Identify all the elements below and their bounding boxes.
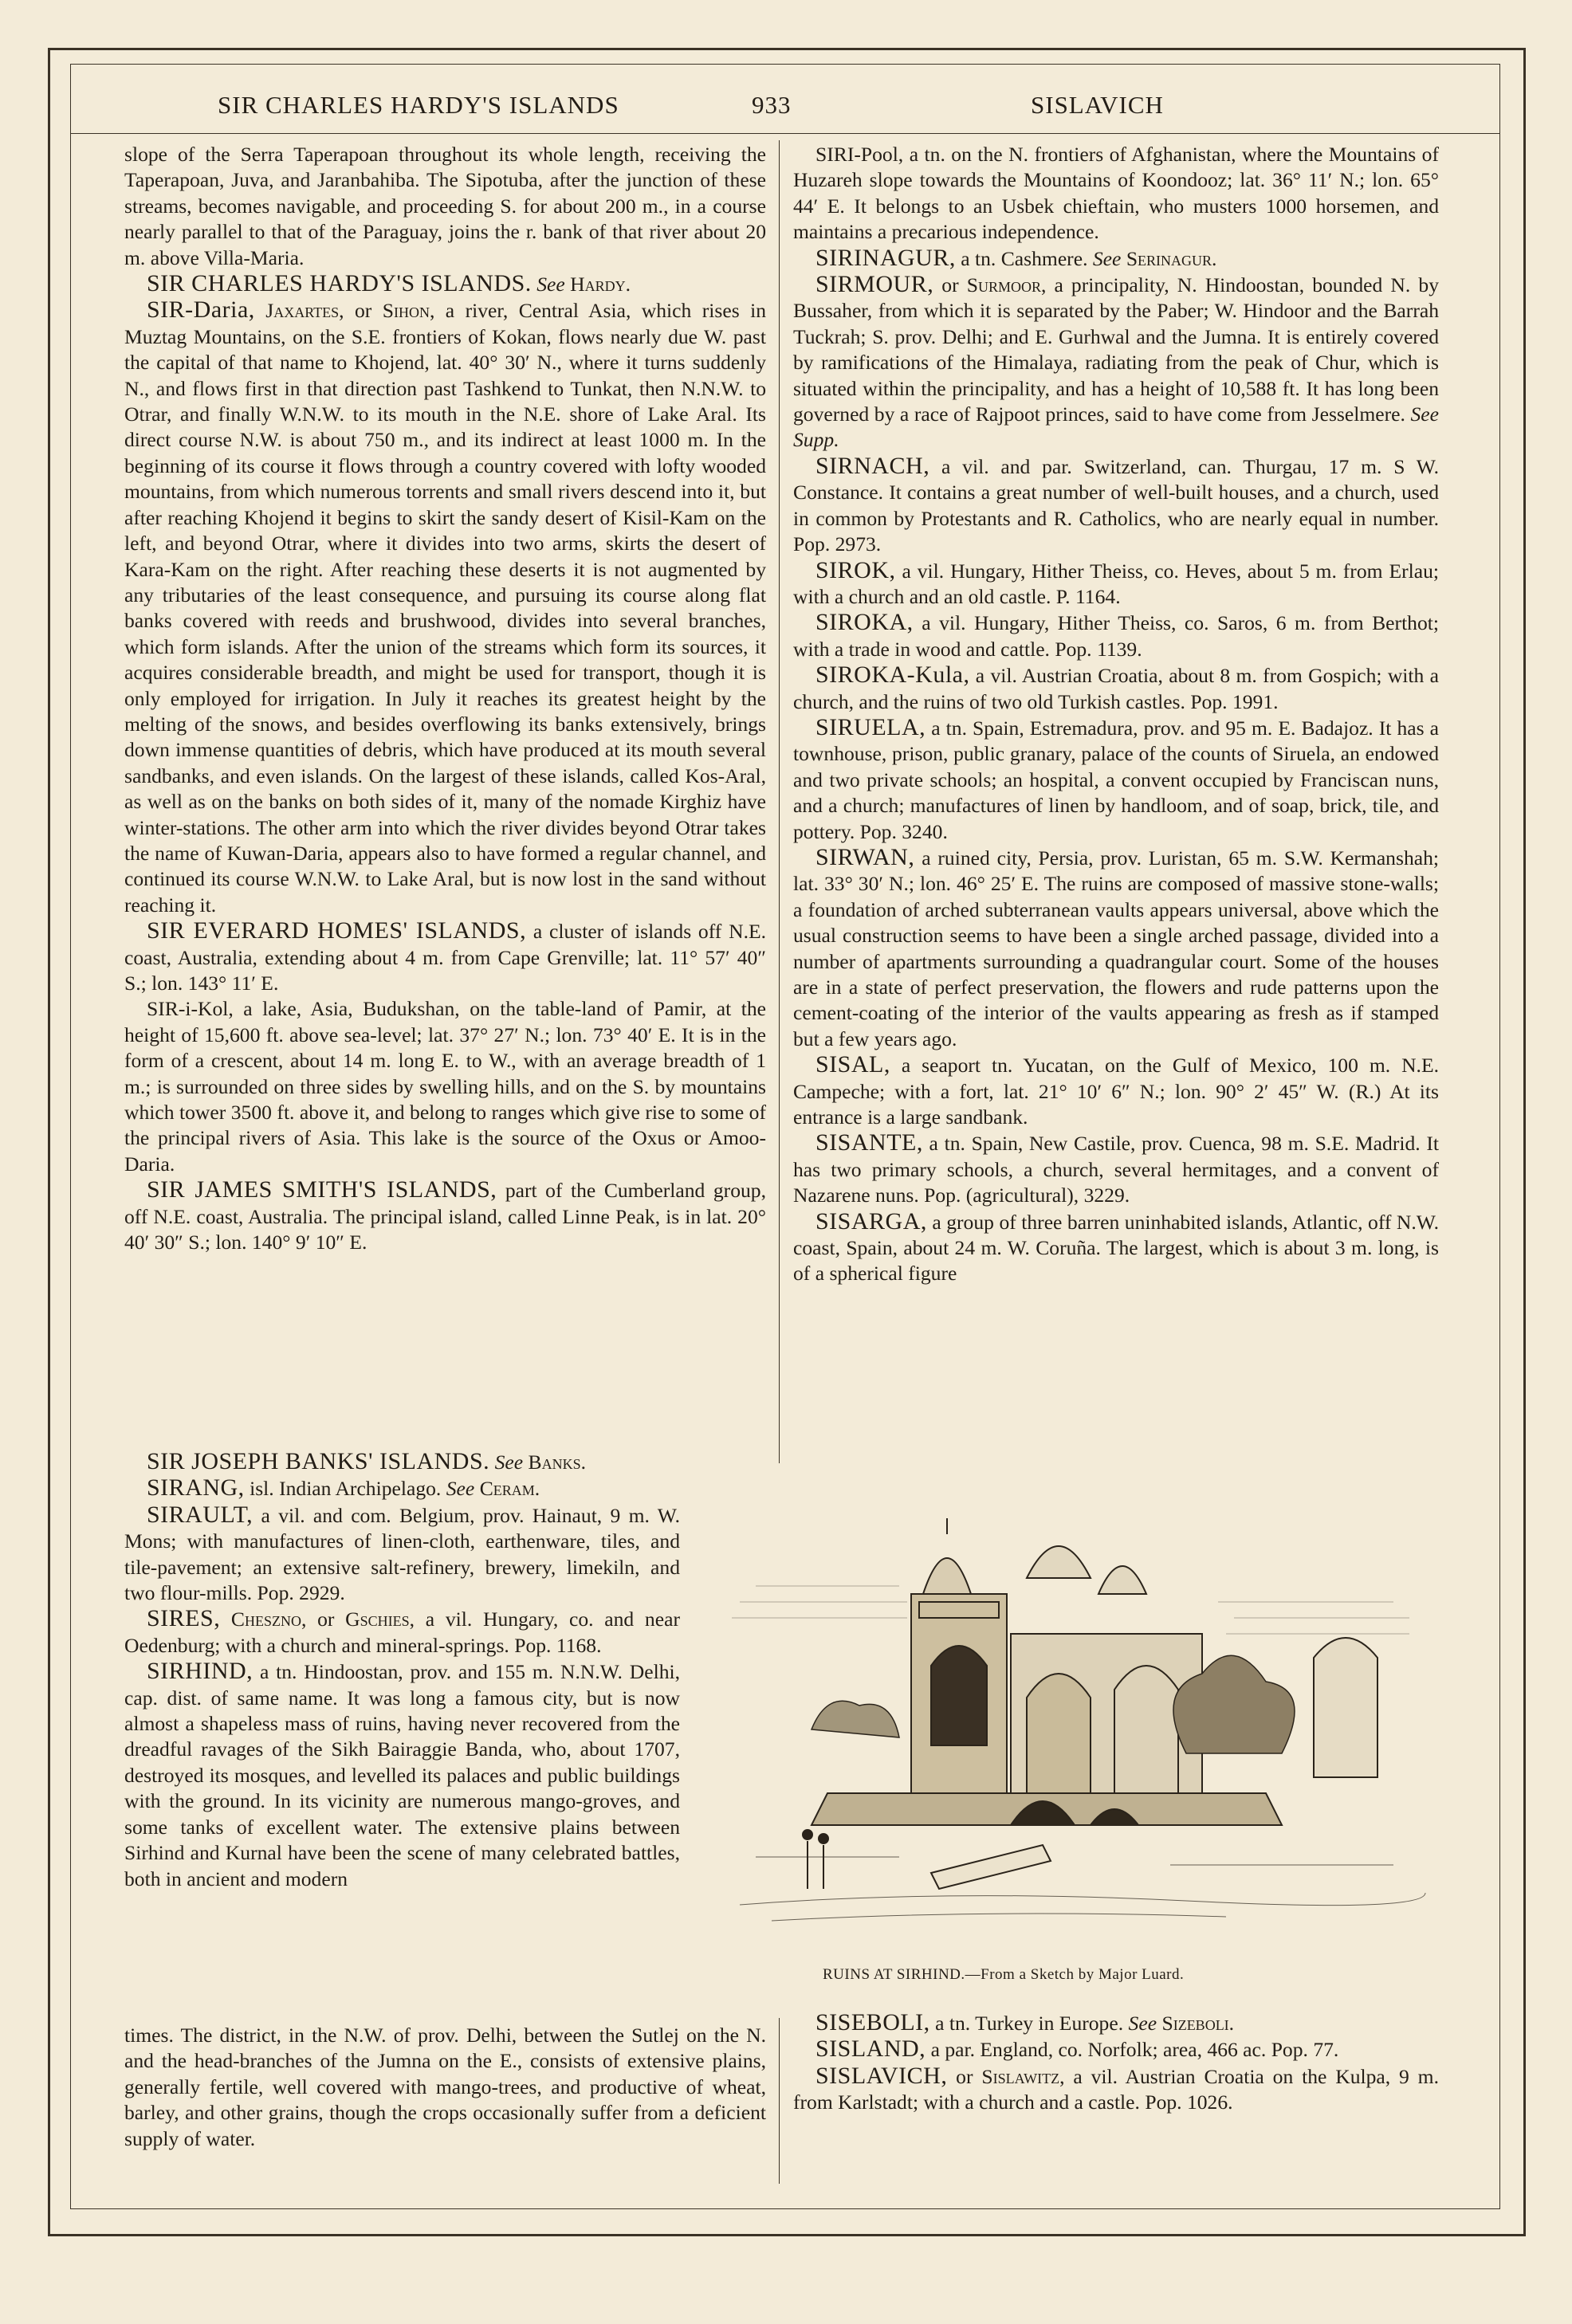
headword: SISARGA, — [815, 1207, 927, 1235]
entry-body: a tn. Turkey in Europe. — [935, 2012, 1124, 2035]
running-header — [70, 86, 1500, 126]
entry-sisland — [793, 2036, 1439, 2063]
headword: SISANTE, — [815, 1129, 923, 1156]
entry-body: a vil. and par. Switzerland, can. Thurgau, 17 m. S W. Constance. It contains a great number of well-built houses, and a church, used in common by Protestants and R. Catholics, who are nearly equal in number. Pop. 2973. — [793, 454, 1439, 556]
header-rule — [70, 133, 1500, 134]
headword: SIROK, — [815, 556, 896, 583]
entry-sir-joseph-banks-islands — [124, 1449, 680, 1475]
entry-sislavich — [793, 2063, 1439, 2116]
entry-sires — [124, 1606, 680, 1659]
text: or — [354, 299, 372, 323]
entry-siri-pool — [793, 142, 1439, 245]
text: or — [317, 1608, 335, 1631]
entry-sir-i-kol — [124, 996, 766, 1177]
entry-body: a principality, N. Hindoostan, bounded N. by Bussaher, from which it is separated by the Paber; W. Hindoor and the Barrah Tuckrah; S. prov. Delhi; and E. Gurhwal and the Jumna. It is entirely covered by ramifications of the Himalaya, radiating from the peak of Chur, which is situated within the principality, and has a height of 10,588 ft. It has long been governed by a race of Rajpoot princes, said to have come from Jesselmere. — [793, 273, 1439, 426]
entry-body: a vil. Hungary, co. and near Oedenburg; with a church and mineral-springs. Pop. 1168. — [124, 1608, 680, 1657]
alt-name: Sihon, — [382, 299, 435, 323]
entry-sirault — [124, 1502, 680, 1607]
entry-sirhind-continued: times. The district, in the N.W. of prov. Delhi, between the Sutlej on the N. and the head-branches of the Jumna on the E., consists of extensive plains, generally fertile, well covered with mango-trees, and productive of wheat, barley, and other grains, though the crops occasionally suffer from a deficient supply of water. — [124, 2024, 766, 2150]
headword: SIR JAMES SMITH'S ISLANDS, — [147, 1176, 497, 1203]
see-label: See — [1128, 2012, 1157, 2035]
headword: SIROKA, — [815, 609, 914, 636]
page-number: 933 — [752, 91, 792, 119]
entry-body: a lake, Asia, Budukshan, on the table-land of Pamir, at the height of 15,600 ft. above sea-level; lat. 37° 27′ N.; lon. 73° 40′ E. It is in the form of a crescent, about 14 m. long E. to W., with an average breadth of 1 m.; is surrounded on three sides by swelling hills, and on the S. by mountains which tower 3500 ft. above it, and belong to ranges which give rise to some of the principal rivers of Asia. This lake is the source of the Oxus or Amoo-Daria. — [124, 997, 766, 1176]
entry-siroka-kula — [793, 662, 1439, 715]
alt-name: Jaxartes, — [265, 299, 344, 323]
illustration-caption: RUINS AT SIRHIND.—From a Sketch by Major Luard. — [823, 1966, 1185, 1983]
headword: SIRHIND, — [147, 1658, 253, 1685]
entry-sir-james-smiths-islands — [124, 1177, 766, 1255]
headword: SIRINAGUR, — [815, 244, 956, 271]
headword: SIR JOSEPH BANKS' ISLANDS. — [147, 1448, 490, 1474]
entry-body: a ruined city, Persia, prov. Luristan, 65 m. S.W. Kermanshah; lat. 33° 30′ N.; lon. 46° 25′ E. The ruins are composed of massive stone-walls; a foundation of arched subterranean vaults appears universal, above which the usual construction seems to have been a single arched passage, divided into a number of apartments surrounding a quadrangular court. Some of the houses are in a state of perfect preservation, the flowers and rude patterns upon the cement-coating of the interior of the vaults appearing as fresh as if stamped but a few years ago. — [793, 846, 1440, 1050]
entry-sisarga — [793, 1209, 1439, 1287]
alt-name: Sislawitz, — [981, 2064, 1065, 2088]
entry-body: a tn. Hindoostan, prov. and 155 m. N.N.W. Delhi, cap. dist. of same name. It was long a famous city, but is now almost a shapeless mass of ruins, having never recovered from the dreadful ravages of the Sikh Bairaggie Banda, who, about 1707, destroyed its mosques, and levelled its palaces and public buildings with the ground. In its vicinity are numerous mango-groves, and some tanks of excellent water. The extensive plains between Sirhind and Kurnal have been the scene of many celebrated battles, both in ancient and modern — [124, 1660, 680, 1890]
right-column — [793, 142, 1439, 1287]
right-column-bottom — [793, 2010, 1439, 2116]
entry-body: a vil. Austrian Croatia, about 8 m. from Gospich; with a church, and the ruins of two old Turkish castles. Pop. 1991. — [793, 664, 1439, 713]
entry-sirwan — [793, 845, 1439, 1052]
alt-name: Cheszno, — [230, 1608, 307, 1631]
entry-sir-daria — [124, 297, 766, 918]
headword: SISLAVICH, — [815, 2062, 948, 2089]
entry-body: a vil. and com. Belgium, prov. Hainaut, 9 m. W. Mons; with manufactures of linen-cloth, earthenware, tiles, and tile-pavement; an extensive salt-refinery, brewery, limekiln, and two flour-mills. Pop. 2929. — [124, 1503, 680, 1605]
left-column-narrow — [124, 1449, 680, 1892]
entry-sirinagur — [793, 245, 1439, 272]
entry-body: a vil. Hungary, Hither Theiss, co. Heves, about 5 m. from Erlau; with a church and an old castle. P. 1164. — [793, 559, 1439, 608]
headword: SIR-i-Kol, — [147, 997, 234, 1021]
column-divider — [779, 140, 780, 1463]
entry-body: a tn. Spain, New Castile, prov. Cuenca, 98 m. S.E. Madrid. It has two primary schools, a church, several hermitages, and a convent of Nazarene nuns. Pop. (agricultural), 3229. — [793, 1132, 1439, 1207]
note-marker: (R.) — [1348, 1079, 1381, 1103]
entry-sirok — [793, 558, 1439, 610]
text: or — [941, 273, 959, 297]
see-label: See — [494, 1451, 524, 1474]
entry-body: a group of three barren uninhabited islands, Atlantic, off N.W. coast, Spain, about 24 m. W. Coruña. The largest, which is about 3 m. long, is of a spherical figure — [793, 1210, 1439, 1286]
entry-body: a river, Central Asia, which rises in Muztag Mountains, on the S.E. frontiers of Kokan, flows nearly due W. past the capital of that name to Khojend, lat. 40° 30′ N., where it turns suddenly N., and flows first in that direction past Tashkend to Tunkat, then N.N.W. to Otrar, and finally W.N.W. to its mouth in the N.E. shore of Lake Aral. Its direct course N.W. is about 750 m., and its indirect at least 1000 m. In the beginning of its course it flows through a country covered with lofty wooded mountains, from which numerous torrents and small rivers descend into it, but after reaching Khojend it begins to skirt the sandy desert of Kisil-Kam on the left, and beyond Otrar, where it divides into two arms, skirts the desert of Kara-Kam on the right. After reaching these deserts it is not augmented by any tributaries of the least consequence, and pursuing its course along flat banks covered with reeds and brushwood, divides into several branches, which form islands. After the union of the streams which form its sources, it acquires considerable breadth, and might be used for transport, though it is only employed for irrigation. In July it reaches its greatest height by the melting of the snows, and besides overflowing its banks extensively, brings down immense quantities of debris, which have produced at its mouth several sandbanks, and even islands. On the largest of these islands, called Kos-Aral, as well as on the banks on both sides of it, many of the nomade Kirghiz have winter-stations. The other arm into which the river divides beyond Otrar takes the name of Kuwan-Daria, appears also to have formed a regular channel, and continued its course W.N.W. to Lake Aral, but is now lost in the sand without reaching it. — [124, 299, 767, 917]
entry-sirnach — [793, 453, 1439, 558]
headword: SIRUELA, — [815, 713, 926, 740]
headword: SIRAULT, — [147, 1501, 253, 1528]
see-label: See — [446, 1477, 475, 1501]
header-left-title: SIR CHARLES HARDY'S ISLANDS — [218, 91, 619, 119]
see-label: See — [536, 273, 565, 296]
entry-sirmour — [793, 272, 1439, 453]
entry-siroka — [793, 610, 1439, 662]
headword: SISAL, — [815, 1051, 890, 1078]
alt-name: Gschies, — [345, 1608, 415, 1631]
entry-body: part of the Cumberland group, off N.E. coast, Australia. The principal island, called Linne Peak, is in lat. 20° 40′ 30″ S.; lon. 140° 9′ 10″ E. — [124, 1179, 766, 1254]
left-column — [124, 142, 766, 1255]
entry-sir-everard-homes-islands — [124, 918, 766, 996]
entry-body: a tn. Cashmere. — [961, 246, 1088, 270]
headword: SIROKA-Kula, — [815, 661, 970, 689]
cross-reference: Banks. — [528, 1451, 586, 1474]
headword: SISEBOLI, — [815, 2009, 930, 2035]
headword: SIRES, — [147, 1605, 221, 1632]
entry-sirang — [124, 1475, 680, 1502]
entry-siseboli — [793, 2010, 1439, 2036]
headword: SISLAND, — [815, 2035, 926, 2063]
entry-body: a tn. Spain, Estremadura, prov. and 95 m. E. Badajoz. It has a townhouse, prison, public granary, palace of the counts of Siruela, an endowed and two private schools; an hospital, a convent occupied by Franciscan nuns, and a church; manufactures of linen by handloom, and of soap, brick, tile, and pottery. Pop. 3240. — [793, 716, 1439, 843]
column-divider-lower — [779, 2018, 780, 2184]
headword: SIRMOUR, — [815, 271, 934, 298]
entry-body: a seaport tn. Yucatan, on the Gulf of Mexico, 100 m. N.E. Campeche; with a fort, lat. 21° 10′ 6″ N.; lon. 90° 2′ 45″ W. — [793, 1054, 1439, 1103]
headword: SIRANG, — [147, 1474, 245, 1502]
entry-body: At its entrance is a large sandbank. — [793, 1079, 1439, 1129]
entry-sirhind — [124, 1659, 680, 1892]
headword: SIRWAN, — [815, 843, 915, 870]
left-column-bottom — [124, 2023, 766, 2152]
entry-body: a par. England, co. Norfolk; area, 466 ac. Pop. 77. — [930, 2038, 1339, 2062]
ruins-illustration — [708, 1490, 1441, 1937]
entry-sisante — [793, 1130, 1439, 1208]
alt-name: Surmoor, — [966, 273, 1047, 297]
text: or — [956, 2064, 973, 2088]
entry-body: a cluster of islands off N.E. coast, Australia, extending about 4 m. from Cape Grenville; lat. 11° 57′ 40″ S.; lon. 143° 11′ E. — [124, 920, 766, 995]
entry-sir-charles-hardys-islands — [124, 271, 766, 297]
entry-body: a vil. Austrian Croatia on the Kulpa, 9 m. from Karlstadt; with a church and a castle. Pop. 1026. — [793, 2064, 1439, 2114]
headword: SIRNACH, — [815, 452, 930, 479]
entry-body: a vil. Hungary, Hither Theiss, co. Saros, 6 m. from Berthot; with a trade in wood and cattle. Pop. 1139. — [793, 611, 1439, 661]
headword: SIRI-Pool, — [815, 143, 904, 166]
entry-continuation: slope of the Serra Taperapoan throughout its whole length, receiving the Taperapoan, Juva, and Jaranbahiba. The Sipotuba, after the junction of these streams, becomes navigable, and proceeding S. for about 200 m., in a course nearly parallel to that of the Paraguay, joins the r. bank of that river about 20 m. above Villa-Maria. — [124, 143, 766, 269]
entry-siruela — [793, 715, 1439, 845]
headword: SIR CHARLES HARDY'S ISLANDS. — [147, 270, 532, 297]
cross-reference: Hardy. — [570, 273, 631, 296]
see-label: See Supp. — [793, 402, 1439, 452]
see-label: See — [1092, 246, 1122, 270]
cross-reference: Ceram. — [479, 1477, 540, 1501]
header-right-title: SISLAVICH — [1031, 91, 1164, 119]
headword: SIR EVERARD HOMES' ISLANDS, — [147, 917, 527, 944]
cross-reference: Serinagur. — [1126, 246, 1217, 270]
entry-sisal — [793, 1052, 1439, 1130]
cross-reference: Sizeboli. — [1161, 2012, 1235, 2035]
entry-body: a tn. on the N. frontiers of Afghanistan, where the Mountains of Huzareh slope towards the Mountains of Koondooz; lat. 36° 11′ N.; lon. 65° 44′ E. It belongs to an Usbek chieftain, who musters 1000 horsemen, and maintains a precarious independence. — [793, 143, 1439, 244]
headword: SIR-Daria, — [147, 296, 255, 324]
entry-body: isl. Indian Archipelago. — [250, 1477, 442, 1501]
